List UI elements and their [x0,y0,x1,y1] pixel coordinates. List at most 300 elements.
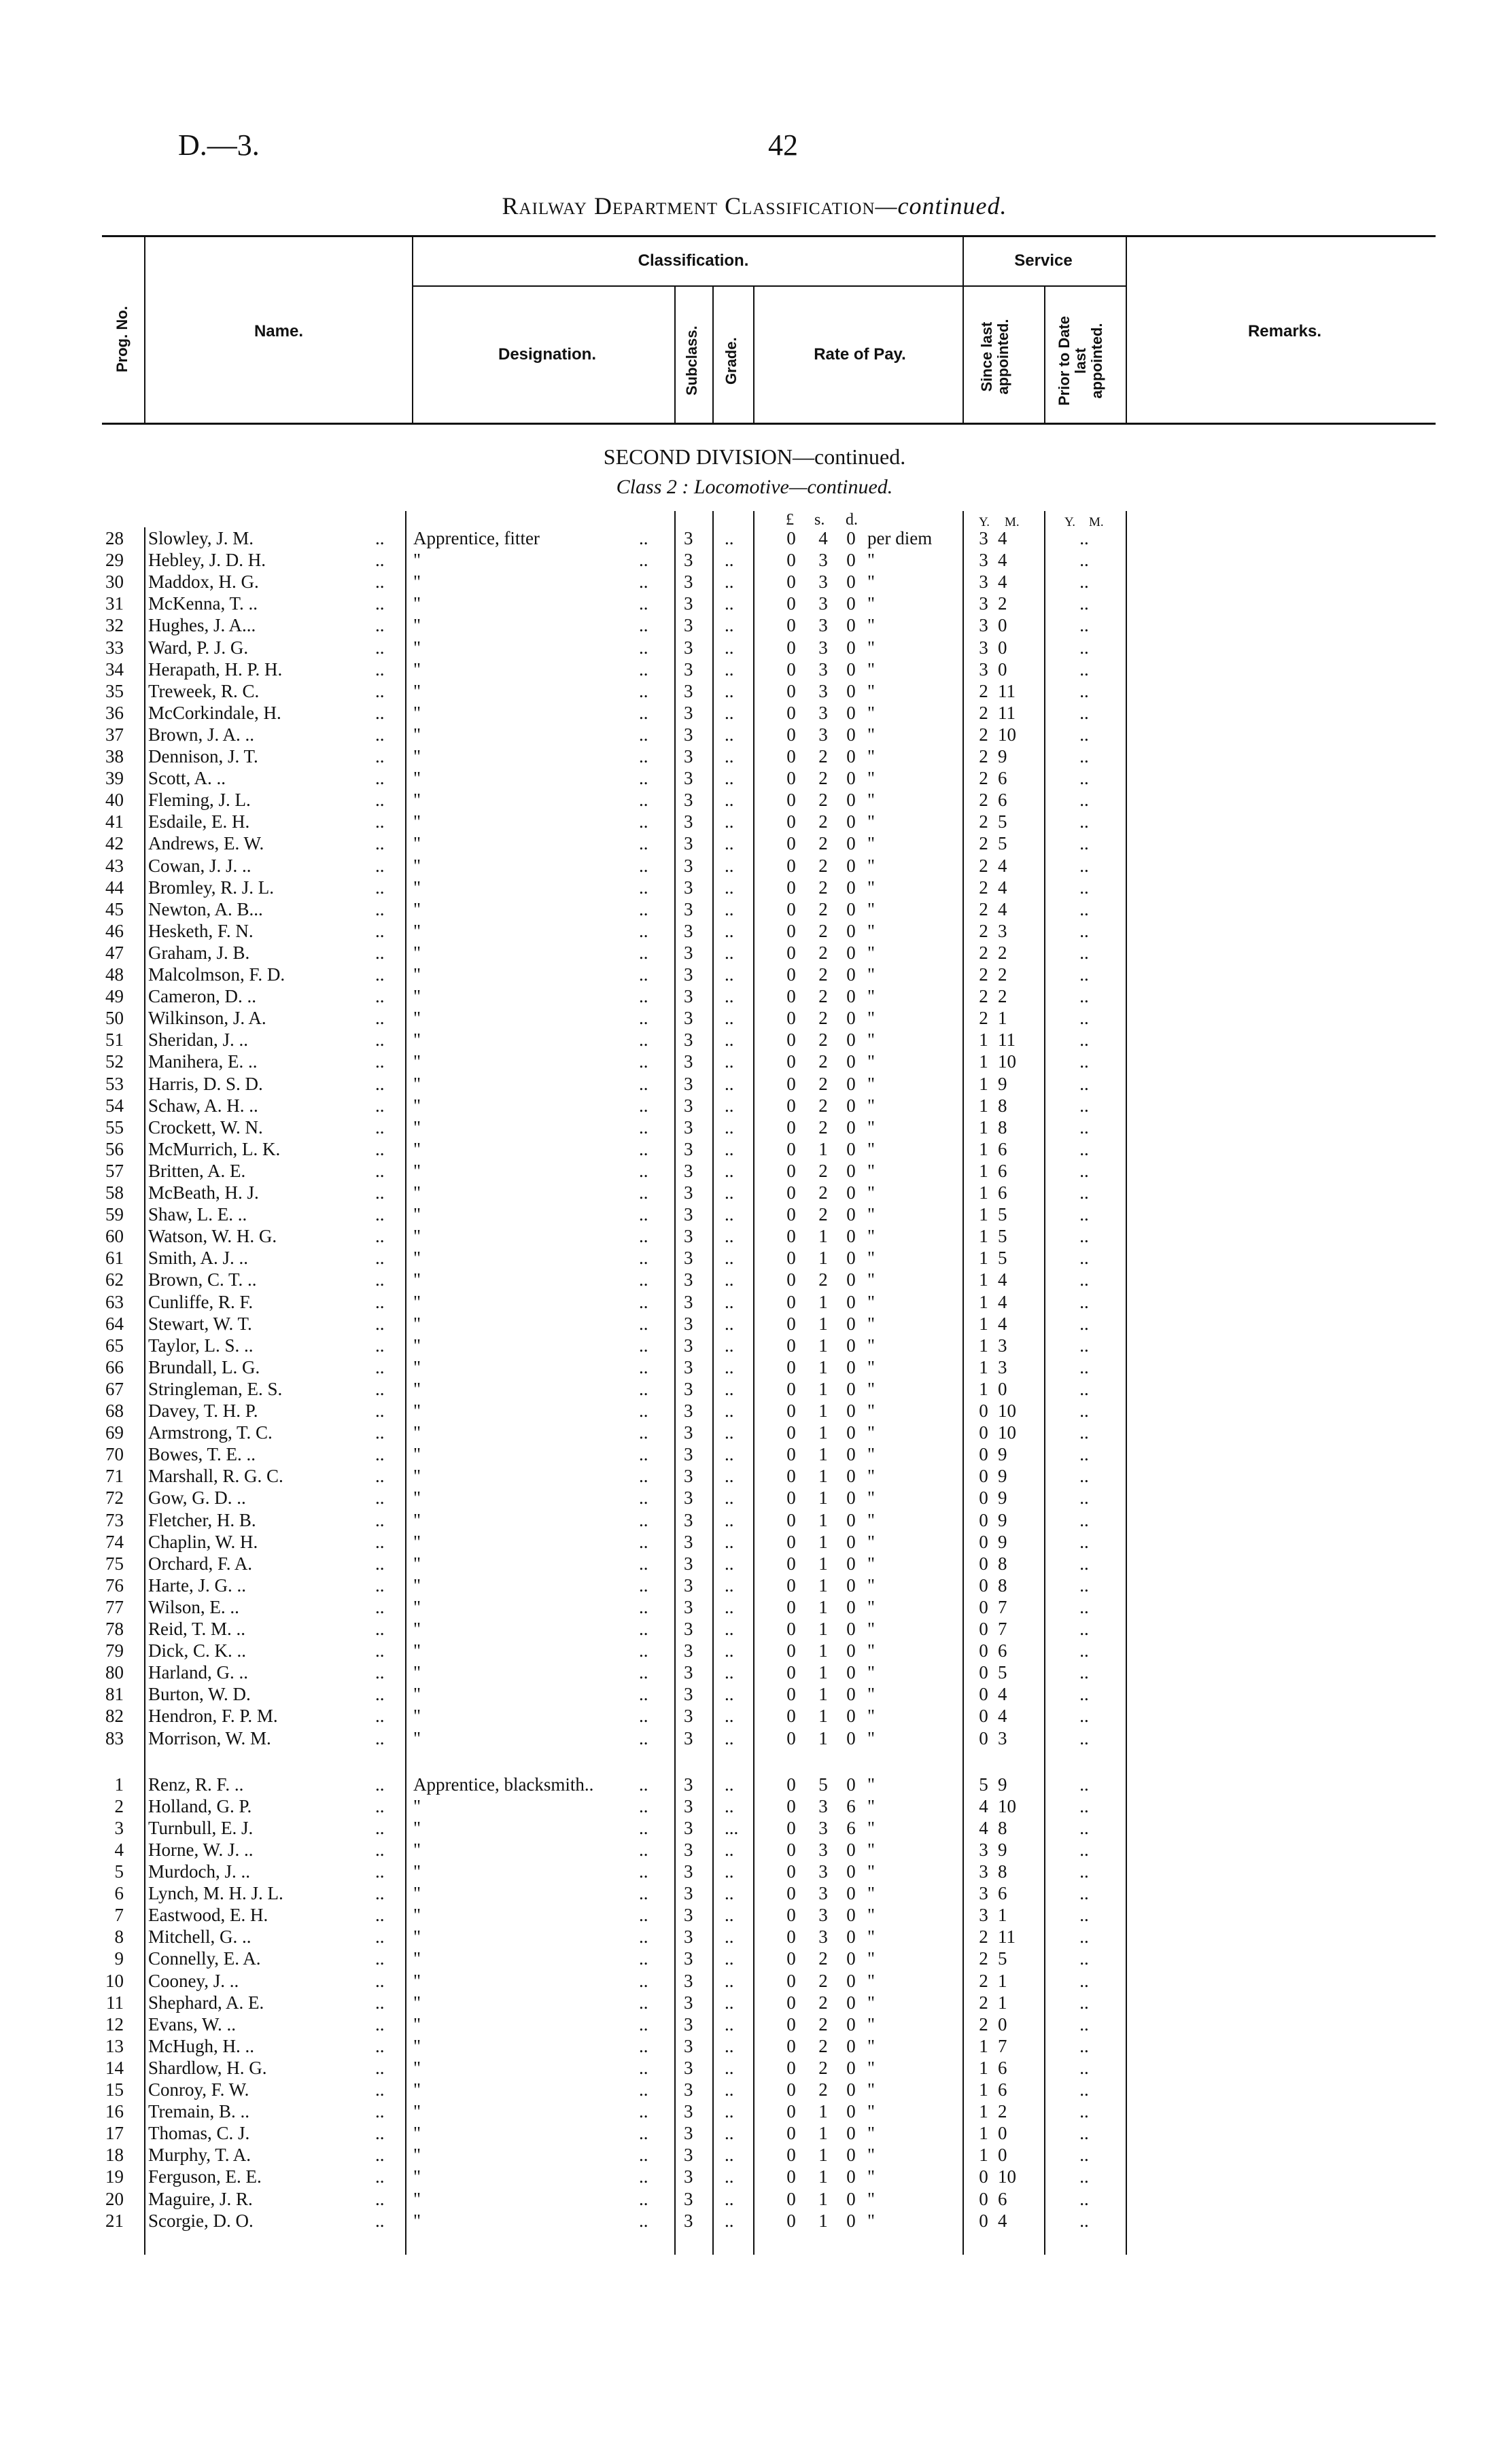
row-name: Shaw, L. E. .. [148,1204,247,1225]
row-shillings: 1 [818,1401,828,1421]
leader-dots: .. [375,1051,385,1072]
row-grade: .. [725,1160,734,1181]
row-number: 34 [105,658,124,680]
row-months: 9 [998,1509,1007,1530]
row-shillings: 1 [818,1248,828,1269]
row-number: 40 [105,790,124,811]
row-designation: " [413,1335,421,1356]
table-row [0,1095,1128,1116]
row-name: Davey, T. H. P. [148,1401,258,1421]
leader-dots: .. [375,702,385,723]
row-pounds: 0 [786,658,796,680]
row-shillings: 2 [818,2079,828,2100]
row-pounds: 0 [786,1378,796,1399]
row-subclass: 3 [684,1640,693,1661]
leader-dots: .. [375,1970,385,1991]
row-months: 4 [998,528,1007,548]
row-number: 81 [105,1684,124,1705]
row-pence: 0 [846,1204,856,1225]
row-grade: .. [725,658,734,680]
row-number: 1 [114,1774,124,1795]
row-number: 63 [105,1291,124,1312]
row-per: " [867,1073,875,1094]
row-pence: 0 [846,724,856,745]
row-subclass: 3 [684,1684,693,1705]
row-designation: " [413,1640,421,1661]
row-prior: .. [1079,1488,1089,1509]
row-months: 0 [998,2013,1007,2035]
row-months: 9 [998,1488,1007,1509]
row-name: Dennison, J. T. [148,746,258,767]
leader-dots: .. [639,1182,648,1203]
row-pence: 0 [846,1291,856,1312]
row-shillings: 2 [818,811,828,832]
row-number: 33 [105,637,124,658]
table-row [0,1378,1128,1400]
row-subclass: 3 [684,768,693,789]
row-designation: " [413,1116,421,1138]
row-prior: .. [1079,1905,1089,1926]
leader-dots: .. [639,1204,648,1225]
row-grade: .. [725,1774,734,1795]
row-pence: 0 [846,1401,856,1421]
table-row [0,1596,1128,1618]
row-name: Britten, A. E. [148,1160,246,1181]
row-months: 5 [998,833,1007,854]
row-pounds: 0 [786,1095,796,1116]
row-years: 0 [979,1684,988,1705]
row-prior: .. [1079,2079,1089,2100]
row-number: 73 [105,1509,124,1530]
leader-dots: .. [375,1795,385,1816]
leader-dots: .. [639,1662,648,1683]
row-years: 0 [979,1444,988,1465]
row-designation: " [413,768,421,789]
row-name: Burton, W. D. [148,1684,251,1705]
table-row [0,1051,1128,1072]
row-pence: 0 [846,1029,856,1051]
row-grade: .. [725,1204,734,1225]
row-subclass: 3 [684,1248,693,1269]
row-pence: 0 [846,855,856,876]
row-shillings: 3 [818,1839,828,1860]
row-shillings: 1 [818,1335,828,1356]
row-per: " [867,2035,875,2056]
title-main: Railway Department Classification [502,192,875,219]
row-subclass: 3 [684,1160,693,1181]
row-pounds: 0 [786,1488,796,1509]
row-pounds: 0 [786,1553,796,1574]
row-pounds: 0 [786,1204,796,1225]
row-number: 48 [105,964,124,985]
row-pence: 6 [846,1795,856,1816]
leader-dots: .. [375,1861,385,1882]
row-pence: 0 [846,1269,856,1290]
leader-dots: .. [375,768,385,789]
row-grade: .. [725,593,734,614]
row-prior: .. [1079,1291,1089,1312]
row-shillings: 1 [818,2188,828,2209]
row-grade: .. [725,1029,734,1051]
row-per: " [867,2013,875,2035]
row-years: 3 [979,1905,988,1926]
table-row [0,1839,1128,1861]
row-subclass: 3 [684,702,693,723]
leader-dots: .. [639,898,648,919]
leader-dots: .. [639,1509,648,1530]
table-row [0,1203,1128,1225]
unit-years: Y. [979,515,990,529]
leader-dots: .. [375,1596,385,1617]
row-months: 8 [998,1574,1007,1596]
row-per: " [867,1466,875,1487]
row-designation: " [413,1029,421,1051]
row-months: 9 [998,1073,1007,1094]
leader-dots: .. [375,1073,385,1094]
row-shillings: 2 [818,1948,828,1969]
row-prior: .. [1079,1574,1089,1596]
table-row [0,1817,1128,1839]
leader-dots: .. [639,986,648,1007]
row-name: Bromley, R. J. L. [148,877,274,898]
row-subclass: 3 [684,1905,693,1926]
row-pence: 0 [846,790,856,811]
row-subclass: 3 [684,1727,693,1748]
leader-dots: .. [639,1335,648,1356]
row-grade: .. [725,2166,734,2187]
row-designation: " [413,1817,421,1838]
table-row [0,1948,1128,1969]
leader-dots: .. [639,702,648,723]
row-designation: " [413,1073,421,1094]
unit-prior-years: Y. [1064,515,1076,529]
row-per: " [867,2057,875,2078]
unit-pound: £ [786,511,794,529]
row-shillings: 2 [818,1051,828,1072]
row-grade: .. [725,2079,734,2100]
table-row [0,855,1128,877]
leader-dots: .. [375,833,385,854]
row-grade: .. [725,1095,734,1116]
row-years: 4 [979,1795,988,1816]
row-prior: .. [1079,1619,1089,1639]
row-subclass: 3 [684,2166,693,2187]
row-name: Shephard, A. E. [148,1992,264,2013]
row-months: 4 [998,1313,1007,1334]
row-months: 0 [998,615,1007,636]
row-name: Evans, W. .. [148,2013,237,2035]
row-number: 51 [105,1029,124,1051]
row-pence: 0 [846,1182,856,1203]
row-grade: .. [725,2145,734,2166]
table-row [0,1574,1128,1596]
row-designation: " [413,833,421,854]
leader-dots: .. [375,1992,385,2013]
leader-dots: .. [639,1861,648,1882]
leader-dots: .. [375,986,385,1007]
leader-dots: .. [639,1051,648,1072]
row-shillings: 1 [818,1706,828,1727]
row-subclass: 3 [684,1095,693,1116]
row-name: Maguire, J. R. [148,2188,253,2209]
row-shillings: 1 [818,1291,828,1312]
row-years: 1 [979,1095,988,1116]
row-months: 10 [998,724,1016,745]
row-pounds: 0 [786,2079,796,2100]
row-years: 1 [979,1291,988,1312]
row-months: 0 [998,637,1007,658]
row-years: 1 [979,1051,988,1072]
row-prior: .. [1079,1029,1089,1051]
row-pence: 6 [846,1817,856,1838]
row-pounds: 0 [786,2210,796,2231]
row-prior: .. [1079,898,1089,919]
row-prior: .. [1079,1335,1089,1356]
row-per: " [867,1662,875,1683]
row-pence: 0 [846,1116,856,1138]
leader-dots: .. [375,746,385,767]
prior-label: Prior to Date last appointed. [1056,315,1106,406]
row-number: 57 [105,1160,124,1181]
row-years: 1 [979,2123,988,2144]
row-shillings: 1 [818,1619,828,1639]
table-row [0,1970,1128,1992]
row-pence: 0 [846,1466,856,1487]
row-subclass: 3 [684,615,693,636]
row-per: " [867,2166,875,2187]
row-months: 1 [998,1992,1007,2013]
table-row [0,1882,1128,1904]
row-months: 7 [998,1619,1007,1639]
row-subclass: 3 [684,1051,693,1072]
leader-dots: .. [375,1640,385,1661]
row-subclass: 3 [684,2123,693,2144]
row-designation: " [413,1596,421,1617]
row-pence: 0 [846,746,856,767]
row-subclass: 3 [684,1008,693,1029]
row-pence: 0 [846,2057,856,2078]
unit-shilling: s. [814,511,825,529]
row-designation: " [413,680,421,701]
row-subclass: 3 [684,1970,693,1991]
row-subclass: 3 [684,1574,693,1596]
row-name: Murdoch, J. .. [148,1861,250,1882]
col-rate-of-pay: Rate of Pay. [814,345,906,364]
leader-dots: .. [639,1970,648,1991]
leader-dots: .. [375,658,385,680]
leader-dots: .. [639,1378,648,1399]
row-shillings: 2 [818,2035,828,2056]
row-prior: .. [1079,1684,1089,1705]
table-row [0,1400,1128,1422]
row-name: Hesketh, F. N. [148,920,254,941]
row-months: 6 [998,1138,1007,1159]
row-pounds: 0 [786,1116,796,1138]
row-per: " [867,790,875,811]
leader-dots: .. [639,1444,648,1465]
leader-dots: .. [639,1684,648,1705]
table-row [0,1618,1128,1640]
row-number: 71 [105,1466,124,1487]
row-shillings: 4 [818,528,828,548]
row-name: Holland, G. P. [148,1795,252,1816]
row-grade: .. [725,2210,734,2231]
row-designation: " [413,724,421,745]
row-subclass: 3 [684,855,693,876]
row-designation: " [413,2079,421,2100]
leader-dots: .. [639,1095,648,1116]
row-name: Smith, A. J. .. [148,1248,249,1269]
leader-dots: .. [375,1662,385,1683]
row-months: 0 [998,2145,1007,2166]
row-per: " [867,2188,875,2209]
row-prior: .. [1079,746,1089,767]
row-name: Sheridan, J. .. [148,1029,248,1051]
table-row [0,1007,1128,1029]
row-pounds: 0 [786,986,796,1007]
row-months: 5 [998,1248,1007,1269]
row-designation: " [413,1444,421,1465]
row-grade: .. [725,1926,734,1948]
row-per: " [867,550,875,571]
row-grade: .. [725,1335,734,1356]
row-subclass: 3 [684,1269,693,1290]
row-years: 3 [979,1883,988,1904]
row-pence: 0 [846,1422,856,1443]
row-months: 7 [998,2035,1007,2056]
row-shillings: 1 [818,1596,828,1617]
row-years: 1 [979,1138,988,1159]
row-years: 2 [979,702,988,723]
table-row [0,1443,1128,1465]
row-number: 68 [105,1401,124,1421]
row-prior: .. [1079,1160,1089,1181]
row-years: 1 [979,2145,988,2166]
leader-dots: .. [639,877,648,898]
col-prior-to-date [1056,310,1106,412]
row-name: Murphy, T. A. [148,2145,252,2166]
row-prior: .. [1079,1466,1089,1487]
row-grade: .. [725,1182,734,1203]
table-row [0,1138,1128,1160]
row-years: 0 [979,1706,988,1727]
row-per: " [867,1905,875,1926]
row-per: " [867,1204,875,1225]
table-row [0,877,1128,898]
row-subclass: 3 [684,528,693,548]
row-subclass: 3 [684,724,693,745]
row-shillings: 2 [818,2013,828,2035]
row-grade: .. [725,2101,734,2122]
row-years: 2 [979,877,988,898]
row-prior: .. [1079,1182,1089,1203]
row-months: 8 [998,1095,1007,1116]
row-number: 77 [105,1596,124,1617]
row-per: " [867,2123,875,2144]
leader-dots: .. [375,1029,385,1051]
row-designation: " [413,2013,421,2035]
row-shillings: 2 [818,833,828,854]
row-years: 1 [979,1313,988,1334]
row-years: 0 [979,1466,988,1487]
row-number: 11 [106,1992,124,2013]
table-row [0,1795,1128,1817]
leader-dots: .. [375,877,385,898]
row-name: Andrews, E. W. [148,833,264,854]
row-years: 4 [979,1817,988,1838]
row-months: 8 [998,1116,1007,1138]
row-pounds: 0 [786,1817,796,1838]
table-row [0,1774,1128,1795]
row-number: 13 [105,2035,124,2056]
row-pounds: 0 [786,1466,796,1487]
row-pounds: 0 [786,1422,796,1443]
row-pence: 0 [846,550,856,571]
row-prior: .. [1079,1817,1089,1838]
row-shillings: 3 [818,550,828,571]
row-pence: 0 [846,768,856,789]
row-pence: 0 [846,702,856,723]
row-shillings: 2 [818,855,828,876]
table-row [0,1861,1128,1882]
row-years: 1 [979,1356,988,1377]
row-designation: " [413,790,421,811]
row-per: " [867,964,875,985]
row-prior: .. [1079,790,1089,811]
row-months: 11 [998,1926,1016,1948]
row-pounds: 0 [786,1574,796,1596]
row-shillings: 2 [818,768,828,789]
leader-dots: .. [639,1116,648,1138]
row-shillings: 2 [818,1182,828,1203]
row-number: 59 [105,1204,124,1225]
row-name: Morrison, W. M. [148,1727,271,1748]
row-prior: .. [1079,658,1089,680]
row-months: 11 [998,702,1016,723]
row-months: 3 [998,1356,1007,1377]
row-name: Mitchell, G. .. [148,1926,252,1948]
row-per: " [867,1029,875,1051]
table-row [0,1313,1128,1335]
row-months: 10 [998,1051,1016,1072]
row-months: 4 [998,2210,1007,2231]
row-per: " [867,1684,875,1705]
leader-dots: .. [375,1817,385,1838]
leader-dots: .. [375,2188,385,2209]
row-name: Esdaile, E. H. [148,811,250,832]
row-number: 28 [105,528,124,548]
row-number: 10 [105,1970,124,1991]
row-years: 2 [979,680,988,701]
row-number: 17 [105,2123,124,2144]
row-name: Schaw, A. H. .. [148,1095,258,1116]
row-subclass: 3 [684,2013,693,2035]
leader-dots: .. [639,1531,648,1552]
row-shillings: 1 [818,1727,828,1748]
row-number: 29 [105,550,124,571]
row-shillings: 1 [818,2166,828,2187]
row-per: " [867,811,875,832]
table-row [0,1683,1128,1705]
row-designation: " [413,1662,421,1683]
leader-dots: .. [639,2210,648,2231]
row-grade: .. [725,2188,734,2209]
row-months: 3 [998,920,1007,941]
row-designation: " [413,702,421,723]
row-shillings: 2 [818,1204,828,1225]
row-grade: .. [725,1905,734,1926]
row-pence: 0 [846,1596,856,1617]
